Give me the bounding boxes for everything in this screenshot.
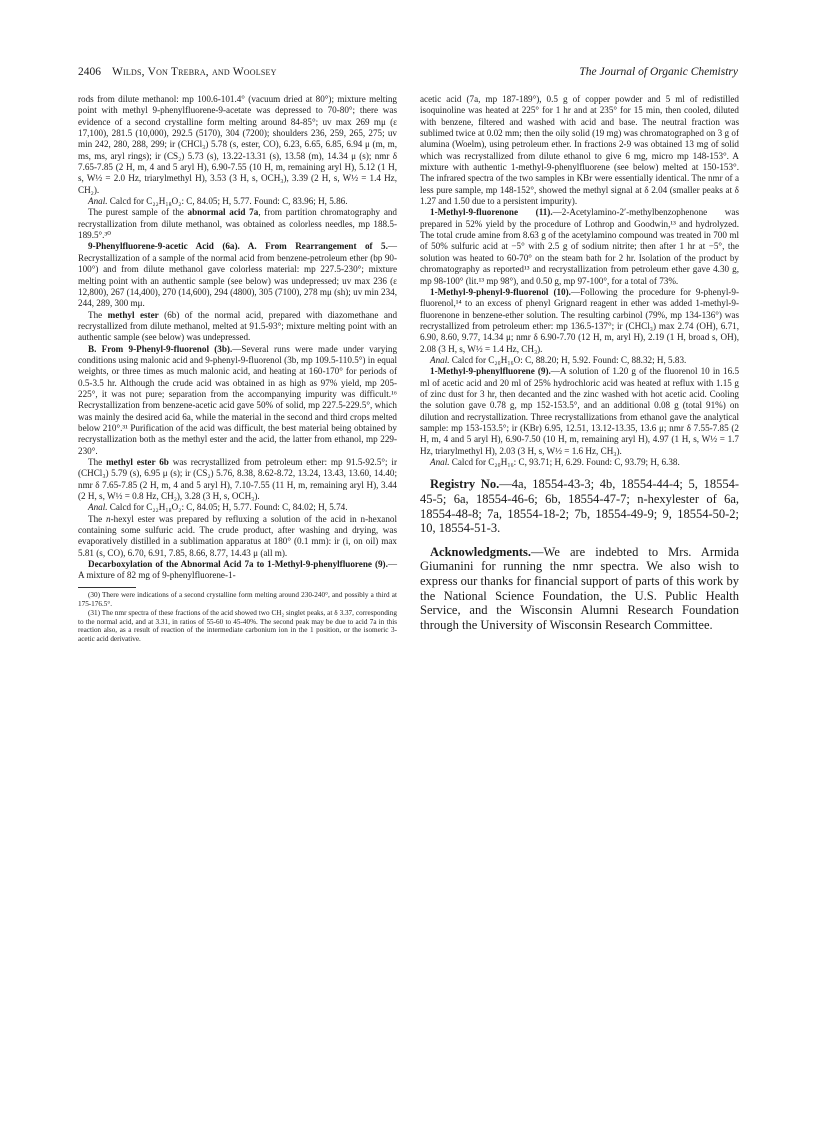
section-paragraph: B. From 9-Phenyl-9-fluorenol (3b).—Several runs were made under varying conditions using malonic acid and 9-phenyl-9-fluorenol (3b, mp 109.5-110.5°) in equal weights, or three times as much malonic acid, and heating at 160-170° for periods of 0.5-3.5 hr. Although the crude acid was obtained in as high as 97% yield, mp 205-225°, it was not pure; separation from the accompanying impurity was difficult.¹⁶ Recrystallization from benzene-acetic acid gave 50% of solid, mp 227.5-229.5°, which was mainly the desired acid 6a, while the material in the second and third crops melted below 210°.³¹ Purification of the acid was difficult, the best material being obtained by recrystallization both as the methyl ester and the acid, the latter from ethanol, mp 229-230°. — [78, 343, 398, 456]
acknowledgments-section — [420, 545, 739, 633]
paragraph: The purest sample of the abnormal acid 7a, from partition chromatography and recrystallization from dilute methanol, was obtained as colorless needles, mp 188.5-189.5°.³⁰ — [78, 207, 397, 241]
section-paragraph: 9-Phenylfluorene-9-acetic Acid (6a). A. From Rearrangement of 5.—Recrystallization of a sample of the normal acid from benzene-petroleum ether (bp 90-100°) and from dilute methanol gave colorless material: mp 227.5-230°; mixture melting point with an authentic sample (see below) was undepressed; uv max 236 (ε 12,800), 267 (14,400), 270 (14,600), 294 (4800), 305 (7100), 278 mμ (sh); uv min 234, 244, 289, 300 mμ. — [78, 241, 397, 309]
compound-name: abnormal acid 7a — [187, 207, 259, 218]
anal-label: Anal. — [88, 196, 108, 207]
running-authors: Wilds, Von Trebra, and Woolsey — [112, 66, 277, 78]
paragraph-analysis: Anal. Calcd for C₂₀H₁₆O: C, 88.20; H, 5.92. Found: C, 88.32; H, 5.83. — [430, 354, 687, 365]
paragraph: The n-hexyl ester was prepared by refluxing a solution of the acid in n-hexanol containing some sulfuric acid. The crude product, after washing and drying, was evaporatively distilled in a sublimation apparatus at 180° (0.1 mm): ir (i, on oil) max 5.81 (s, CO), 6.70, 6.91, 7.85, 8.66, 8.77, 14.43 μ (all m). — [78, 513, 397, 558]
anal-label: Anal. — [430, 457, 450, 467]
section-heading: 9-Phenylfluorene-9-acetic Acid (6a). A. From Rearrangement of 5. — [88, 241, 388, 252]
right-column — [420, 94, 739, 632]
journal-title: The Journal of Organic Chemistry — [579, 66, 738, 78]
paragraph-analysis: Anal. Calcd for C₂₂H₁₈O₂: C, 84.05; H, 5.77. Found: C, 84.02; H, 5.74. — [88, 502, 348, 513]
compound-name: methyl ester 6b — [106, 457, 169, 467]
page-number: 2406 — [78, 66, 101, 78]
paragraph-analysis: Anal. Calcd for C₂₂H₁₈O₂: C, 84.05; H, 5.77. Found: C, 83.96; H, 5.86. — [88, 196, 348, 207]
footnote-30: (30) There were indications of a second crystalline form melting around 230-240°, and possibly a third at 175-176.5°. — [78, 590, 397, 608]
registry-paragraph: Registry No.—4a, 18554-43-3; 4b, 18554-44-4; 5, 18554-45-5; 6a, 18554-46-6; 6b, 18554-47-7; n-hexylester of 6a, 18554-48-8; 7a, 18554-18-2; 7b, 18554-49-9; 9, 18554-50-2; 10, 18554-51-3. — [420, 477, 739, 536]
page-header — [78, 66, 738, 82]
acknowledgments-paragraph: Acknowledgments.—We are indebted to Mrs. Armida Giumanini for running the nmr spectra. We also wish to express our thanks for financial support of parts of this work by the National Science Foundation, the U.S. Public Health Service, and the Wisconsin Alumni Research Foundation through the University of Wisconsin Research Committee. — [420, 544, 739, 632]
section-heading: 1-Methyl-9-phenylfluorene (9). — [430, 366, 551, 377]
registry-section — [420, 477, 739, 535]
section-heading: Decarboxylation of the Abnormal Acid 7a to 1-Methyl-9-phenylfluorene (9). — [88, 559, 388, 570]
paragraph-analysis: Anal. Calcd for C₂₀H₁₆: C, 93.71; H, 6.29. Found: C, 93.79; H, 6.38. — [430, 457, 680, 467]
section-paragraph: 1-Methyl-9-fluorenone (11).—2-Acetylamino-2′-methylbenzophenone was prepared in 52% yield by the procedure of Lothrop and Goodwin,¹³ and hydrolyzed. The total crude amine from 8.63 g of the acetylamino compound was treated in 700 ml of 50% sulfuric acid at −5° with 2.5 g of sodium nitrite; then after 1 hr at −5°, the solution was heated to 60-70° on the steam bath for 2 hr. Isolation of the product by chromatography as reported¹³ and recrystallization from petroleum ether gave 4.30 g, mp 98-100° (lit.¹³ mp 98°), and 0.50 g, mp 97-100°, for a total of 73%. — [420, 207, 739, 286]
paragraph: The methyl ester (6b) of the normal acid, prepared with diazomethane and recrystallized from dilute methanol, melted at 91.5-93°; mixture melting point with an authentic sample (see below) was undepressed. — [78, 309, 398, 343]
spacer — [420, 536, 739, 545]
paragraph: acetic acid (7a, mp 187-189°), 0.5 g of copper powder and 5 ml of redistilled isoquinoline was heated at 225° for 1 hr and at 235° for 15 min, then cooled, diluted with benzene, filtered and washed with acid and base. The neutral fraction was sublimed twice at 0.02 mm; then the oily solid (19 mg) was chromatographed on 3 g of alumina (Woelm), using petroleum ether. In fractions 2-9 was obtained 13 mg of solid which was recrystallized from dilute ethanol to give 6 mg, micro mp 148-153°. A mixture with authentic 1-methyl-9-phenylfluorene (see below) melted at 150-153°. The infrared spectra of the two samples in KBr were essentially identical. The nmr of a less pure sample, mp 148-152°, showed the methyl signal at δ 2.04 (smaller peaks at δ 1.27 and 1.50 due to a persistent impurity). — [420, 94, 739, 207]
section-paragraph: 1-Methyl-9-phenyl-9-fluorenol (10).—Following the procedure for 9-phenyl-9-fluorenol,¹⁴ to an excess of phenyl Grignard reagent in ether was added 1-methyl-9-fluorenone in benzene-ether solution. The resulting carbinol (79%, mp 134-136°) was recrystallized from petroleum ether: mp 136.5-137°; ir (CHCl₃) max 2.74 (OH), 6.71, 6.90, 8.60, 9.77, 14.34 μ; nmr δ 6.90-7.70 (12 H, m, aryl H), 2.19 (1 H, broad s, OH), 2.08 (3 H, s, W½ = 1.4 Hz, CH₃). — [420, 286, 739, 354]
anal-label: Anal. — [88, 502, 108, 513]
spacer — [420, 468, 739, 477]
section-heading: 1-Methyl-9-phenyl-9-fluorenol (10). — [430, 286, 571, 297]
anal-label: Anal. — [430, 354, 450, 365]
footnote-31: (31) The nmr spectra of these fractions of the acid showed two CH₂ singlet peaks, at δ 3.37, corresponding to the normal acid, and at 3.31, in ratios of 55-60 to 45-40%. The second peak may be due to acid 7a in this reaction also, as a result of reaction of the intermediate carbonium ion in the 1 position, or the isomeric 3-acetic acid derivative. — [78, 608, 397, 644]
section-paragraph: 1-Methyl-9-phenylfluorene (9).—A solution of 1.20 g of the fluorenol 10 in 16.5 ml of acetic acid and 20 ml of 25% hydrochloric acid was heated at reflux with 1.15 g of zinc dust for 3 hr, then decanted and the zinc washed with hot acetic acid. Cooling the solution gave 0.78 g, mp 152-153.5°, and an additional 0.08 g (total 91%) on dilution and recrystallization. Three recrystallizations from ethanol gave the analytical sample: mp 153-153.5°; ir (KBr) 6.95, 12.51, 13.12-13.35, 13.6 μ; nmr δ 7.55-7.85 (2 H, m, 4 and 5 aryl H), 6.90-7.50 (10 H, m, remaining aryl H), 4.97 (1 H, s, W½ = 1.7 Hz, triarylmethyl H), 2.03 (3 H, s, W½ = 1.6 Hz, CH₃). — [420, 366, 740, 456]
section-heading: B. From 9-Phenyl-9-fluorenol (3b). — [88, 343, 233, 354]
footnote-rule — [78, 587, 136, 588]
section-paragraph: Decarboxylation of the Abnormal Acid 7a to 1-Methyl-9-phenylfluorene (9).—A mixture of 82 mg of 9-phenylfluorene-1- — [78, 559, 397, 581]
paragraph: The methyl ester 6b was recrystallized from petroleum ether: mp 91.5-92.5°; ir (CHCl₃) 5.79 (s), 6.95 μ (s); ir (CS₂) 5.76, 8.38, 8.62-8.72, 13.24, 13.43, 13.60, 14.40; nmr δ 7.65-7.85 (2 H, m, 4 and 5 aryl H), 7.10-7.55 (11 H, m, remaining aryl H), 3.44 (2 H, s, W½ = 0.8 Hz, CH₂), 3.28 (3 H, s, OCH₃). — [78, 457, 398, 502]
registry-heading: Registry No. — [430, 477, 500, 492]
paragraph: rods from dilute methanol: mp 100.6-101.4° (vacuum dried at 80°); mixture melting point with methyl 9-phenylfluorene-9-acetate was depressed to 70-80°; there was evidence of a second crystalline form melting around 84-85°; uv max 269 mμ (ε 17,100), 281.5 (10,000), 292.5 (5170), 304 (7200); shoulders 236, 259, 265, 275; uv min 242, 280, 288, 299; ir (CHCl₃) 5.78 (s, ester, CO), 6.23, 6.65, 6.85, 6.94 μ (m, m, ms, ms, aryl rings); ir (CS₂) 5.73 (s), 13.22-13.31 (s), 13.58 (m), 14.34 μ (s); nmr δ 7.65-7.85 (2 H, m, 4 and 5 aryl H), 6.90-7.55 (10 H, m, remaining aryl H), 5.12 (1 H, s, W½ = 2.0 Hz, triarylmethyl H), 3.53 (3 H, s, OCH₃), 3.39 (2 H, s, W½ = 1.4 Hz, CH₂). — [78, 94, 397, 195]
left-column — [78, 94, 397, 644]
section-heading: 1-Methyl-9-fluorenone (11). — [430, 207, 553, 218]
compound-name: methyl ester — [107, 309, 159, 320]
acknowledgments-heading: Acknowledgments. — [430, 544, 532, 559]
